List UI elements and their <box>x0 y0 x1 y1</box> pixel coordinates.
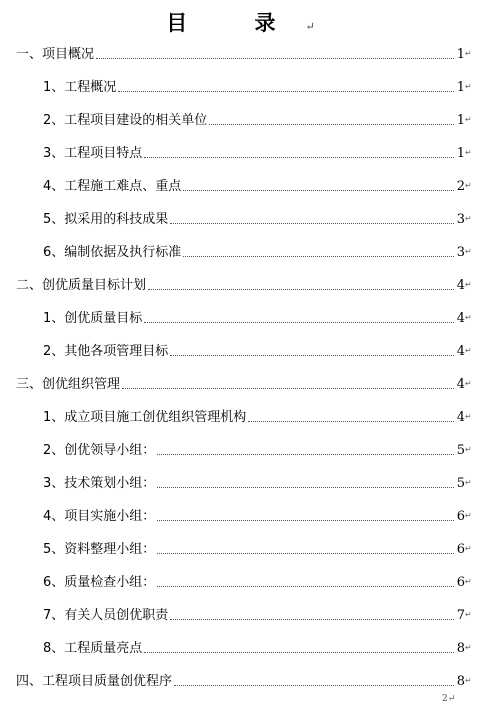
toc-entry-label: 1、工程概况 <box>43 80 117 95</box>
toc-dot-leader <box>144 156 454 158</box>
toc-entry-page-number: 4 <box>456 278 465 293</box>
toc-entry[interactable] <box>0 373 481 393</box>
toc-entry[interactable] <box>0 109 481 129</box>
toc-entry[interactable] <box>0 241 481 261</box>
toc-entry-page-number: 3 <box>456 245 465 260</box>
toc-entry-label: 1、成立项目施工创优组织管理机构 <box>43 410 247 425</box>
toc-entry[interactable] <box>0 43 481 63</box>
toc-entry-page-number: 1 <box>456 80 465 95</box>
toc-dot-leader <box>209 123 454 125</box>
footer-para-mark: ↵ <box>447 694 456 704</box>
toc-entry[interactable] <box>0 274 481 294</box>
toc-entry-page-number: 4 <box>456 311 465 326</box>
toc-entry-page-number: 1 <box>456 113 465 128</box>
toc-dot-leader <box>157 453 454 455</box>
paragraph-mark-icon: ↵ <box>465 115 472 124</box>
toc-entry-label: 6、编制依据及执行标准 <box>43 245 182 260</box>
toc-entry[interactable] <box>0 505 481 525</box>
toc-dot-leader <box>118 90 454 92</box>
toc-entry-label: 2、工程项目建设的相关单位 <box>43 113 208 128</box>
toc-entry[interactable] <box>0 340 481 360</box>
toc-dot-leader <box>148 288 454 290</box>
toc-entry-label: 4、项目实施小组： <box>43 509 156 524</box>
toc-entry-page-number: 6 <box>456 509 465 524</box>
toc-entry-page-number: 4 <box>456 344 465 359</box>
paragraph-mark-icon: ↵ <box>465 214 472 223</box>
toc-entry[interactable] <box>0 604 481 624</box>
toc-entry-page-number: 6 <box>456 542 465 557</box>
paragraph-mark-icon: ↵ <box>465 511 472 520</box>
toc-dot-leader <box>96 57 454 59</box>
toc-entry[interactable] <box>0 76 481 96</box>
toc-dot-leader <box>157 486 454 488</box>
toc-entry[interactable] <box>0 670 481 690</box>
toc-entry-label: 3、工程项目特点 <box>43 146 143 161</box>
toc-entry-label: 2、其他各项管理目标 <box>43 344 169 359</box>
toc-entry-label: 7、有关人员创优职责 <box>43 608 169 623</box>
toc-entry[interactable] <box>0 538 481 558</box>
toc-entry[interactable] <box>0 406 481 426</box>
toc-entry[interactable] <box>0 175 481 195</box>
toc-dot-leader <box>157 585 454 587</box>
toc-entry-page-number: 1 <box>456 47 465 62</box>
toc-entry-page-number: 5 <box>456 476 465 491</box>
toc-dot-leader <box>157 552 454 554</box>
paragraph-mark-icon: ↵ <box>465 82 472 91</box>
paragraph-mark-icon: ↵ <box>465 247 472 256</box>
toc-title-text: 目 录 <box>166 10 306 35</box>
toc-entry-label: 4、工程施工难点、重点 <box>43 179 182 194</box>
toc-entry-label: 2、创优领导小组： <box>43 443 156 458</box>
toc-entry-page-number: 6 <box>456 575 465 590</box>
toc-dot-leader <box>122 387 454 389</box>
toc-entry[interactable] <box>0 307 481 327</box>
toc-dot-leader <box>183 255 454 257</box>
toc-dot-leader <box>170 222 454 224</box>
toc-entry[interactable] <box>0 472 481 492</box>
toc-entry[interactable] <box>0 208 481 228</box>
toc-entry-label: 1、创优质量目标 <box>43 311 143 326</box>
paragraph-mark-icon: ↵ <box>465 181 472 190</box>
toc-entry[interactable] <box>0 571 481 591</box>
toc-dot-leader <box>170 354 454 356</box>
toc-entry-page-number: 8 <box>456 641 465 656</box>
paragraph-mark-icon: ↵ <box>465 478 472 487</box>
toc-entry[interactable] <box>0 637 481 657</box>
toc-entry-page-number: 2 <box>456 179 465 194</box>
toc-entry-page-number: 7 <box>456 608 465 623</box>
toc-entry-label: 三、创优组织管理 <box>16 377 121 392</box>
toc-dot-leader <box>174 684 454 686</box>
toc-entry-page-number: 1 <box>456 146 465 161</box>
page-number-footer <box>442 694 455 704</box>
paragraph-mark-icon: ↵ <box>465 49 472 58</box>
toc-entry-page-number: 4 <box>456 410 465 425</box>
paragraph-mark-icon: ↵ <box>465 544 472 553</box>
paragraph-mark-icon: ↵ <box>305 20 315 33</box>
toc-entry-label: 3、技术策划小组： <box>43 476 156 491</box>
toc-entry-label: 四、工程项目质量创优程序 <box>16 674 173 689</box>
paragraph-mark-icon: ↵ <box>465 577 472 586</box>
toc-entry-label: 二、创优质量目标计划 <box>16 278 147 293</box>
toc-dot-leader <box>157 519 454 521</box>
toc-entry-label: 一、项目概况 <box>16 47 95 62</box>
toc-entry-page-number: 8 <box>456 674 465 689</box>
paragraph-mark-icon: ↵ <box>465 148 472 157</box>
toc-entry-label: 6、质量检查小组： <box>43 575 156 590</box>
footer-page-number: 2 <box>442 694 448 704</box>
toc-entry-page-number: 4 <box>456 377 465 392</box>
toc-entry-label: 8、工程质量亮点 <box>43 641 143 656</box>
toc-entry-page-number: 3 <box>456 212 465 227</box>
paragraph-mark-icon: ↵ <box>465 643 472 652</box>
toc-dot-leader <box>170 618 454 620</box>
toc-dot-leader <box>248 420 454 422</box>
paragraph-mark-icon: ↵ <box>465 280 472 289</box>
toc-entry-label: 5、拟采用的科技成果 <box>43 212 169 227</box>
paragraph-mark-icon: ↵ <box>465 676 472 685</box>
toc-dot-leader <box>144 651 454 653</box>
toc-entry[interactable] <box>0 439 481 459</box>
toc-dot-leader <box>144 321 454 323</box>
toc-dot-leader <box>183 189 454 191</box>
toc-entry[interactable] <box>0 142 481 162</box>
paragraph-mark-icon: ↵ <box>465 412 472 421</box>
toc-entry-label: 5、资料整理小组： <box>43 542 156 557</box>
paragraph-mark-icon: ↵ <box>465 445 472 454</box>
paragraph-mark-icon: ↵ <box>465 610 472 619</box>
paragraph-mark-icon: ↵ <box>465 379 472 388</box>
paragraph-mark-icon: ↵ <box>465 313 472 322</box>
paragraph-mark-icon: ↵ <box>465 346 472 355</box>
toc-entry-page-number: 5 <box>456 443 465 458</box>
